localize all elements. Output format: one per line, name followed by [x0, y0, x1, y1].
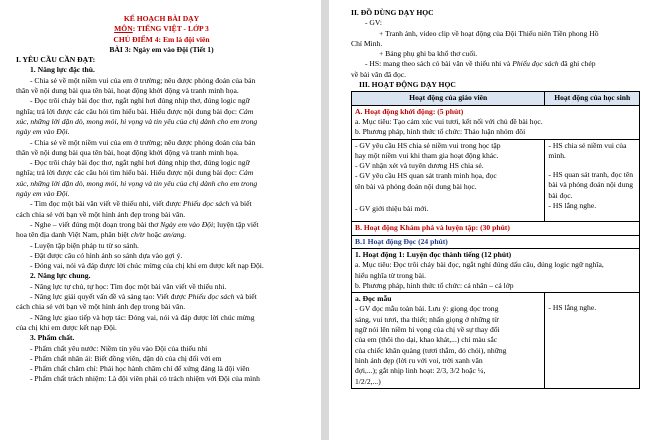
activity-a-heading: A. Hoạt động khởi động: (5 phút): [355, 106, 464, 116]
lesson-line: BÀI 3: Ngày em vào Đội (Tiết 1): [109, 44, 214, 54]
para-line: - Phẩm chất chăm chỉ: Phải học hành chăm chỉ để xứng đáng là đội viên: [30, 364, 250, 374]
para-line: cách chia sẻ với bạn về một hình ảnh đẹp trong bài văn.: [16, 209, 186, 219]
subject-line: MÔN: TIẾNG VIỆT - LỚP 3: [114, 24, 209, 34]
para-line: - Đọc trôi chảy bài đọc thơ, ngắt nghỉ hơi đúng nhịp thơ, đúng logic ngữ: [30, 158, 250, 168]
para-line: xúc, những lời dặn dò, mong mỏi, hi vọng và tin yêu của chị dành cho em trong: [16, 178, 258, 188]
section-1-heading: I. YÊU CẦU CẦN ĐẠT:: [16, 55, 96, 65]
header-teacher: Hoạt động của giáo viên: [352, 92, 545, 105]
para-line: cách chia sẻ với bạn về một hình ảnh đẹp trong bài văn.: [16, 302, 186, 312]
para-line: - Đọc trôi chảy bài đọc thơ, ngắt nghỉ hơi đúng nhịp thơ, đúng logic ngữ: [30, 96, 250, 106]
left-page: [0, 0, 321, 440]
para-line: - Chia sẻ về một niềm vui của em ở trường; nêu được phỏng đoán của bản: [30, 137, 256, 147]
subsection-2: 2. Năng lực chung.: [30, 271, 91, 281]
student-cell: - HS lắng nghe.: [545, 293, 640, 389]
para-line: hoa tên địa danh Việt Nam, phân biệt ch/tr hoặc an/ang.: [16, 230, 187, 240]
para-line: a. Mục tiêu: Tạo cảm xúc vui tươi, kết nối với chủ đề bài học.: [355, 116, 543, 126]
activity-b1-heading: B.1 Hoạt động Đọc (24 phút): [355, 236, 448, 246]
activity-b-heading: B. Hoạt động Khám phá và luyện tập: (30 phút): [355, 223, 510, 233]
para-line: - Phẩm chất trách nhiệm: Là đội viên phải có trách nhiệm với Đội của mình: [30, 374, 260, 384]
para-line: - Đóng vai, nói và đáp được lời chúc mừng của chị khi em được kết nạp Đội.: [30, 261, 264, 271]
activity-table: [351, 91, 640, 388]
subsection-3: 3. Phẩm chất.: [30, 333, 75, 343]
table-header-row: [352, 92, 640, 105]
para-line: - Chia sẻ về một niềm vui của em ở trường; nêu được phỏng đoán của bản: [30, 75, 256, 85]
para-line: - Đặt được câu có hình ảnh so sánh dựa vào gợi ý.: [30, 250, 183, 260]
para-line: Chí Minh.: [351, 38, 383, 48]
read-sample-heading: a. Đọc mẫu: [355, 294, 392, 304]
para-line: - Phẩm chất nhân ái: Biết đồng viên, dặn dò của chị đối với em: [30, 353, 222, 363]
para-line: + Bảng phụ ghi ba khổ thơ cuối.: [379, 49, 478, 59]
para-line: - HS: mang theo sách có bài văn về thiếu nhi và Phiếu đọc sách đã ghi chép: [365, 59, 596, 69]
para-line: - Năng lực giải quyết vấn đề và sáng tạo: Viết được Phiếu đọc sách và biết: [30, 292, 257, 302]
para-line: - Năng lực tự chủ, tự học: Tìm đọc một bài văn viết về thiếu nhi.: [30, 281, 227, 291]
para-line: nghĩa; trả lời được các câu hỏi tìm hiểu bài. Hiểu được nội dung bài đọc: Cảm: [16, 106, 254, 116]
doc-title: KẾ HOẠCH BÀI DẠY: [123, 14, 200, 23]
activity-1-heading: 1. Hoạt động 1: Luyện đọc thành tiếng (12 phút): [355, 249, 512, 259]
table-row: [352, 139, 640, 222]
para-line: - Tìm đọc một bài văn viết về thiếu nhi, viết được Phiếu đọc sách và biết: [30, 199, 252, 209]
para-line: về bài văn đã đọc.: [351, 69, 407, 79]
teacher-cell: a. Đọc mẫu - GV đọc mẫu toàn bài. Lưu ý: giọng đọc trong sáng, vui tươi, tha thiết; nhấn giọng ở những từ ngữ nói lên niềm hi vọng của chị về sự thay đổi của em (thôi tho dại, khao khát,...) chỉ màu sắc của chiếc khăn quàng (tươi thắm, đỏ chói), những hình ảnh đẹp (lời ru với voi, trời xanh văn đợi,...); gắt nhịp linh hoạt: 2/3, 3/2 hoặc ¼, 1/2/2,...): [352, 293, 545, 389]
right-page: [329, 0, 650, 440]
para-line: - Năng lực giao tiếp và hợp tác: Đóng vai, nói và đáp được lời chúc mừng: [30, 312, 255, 322]
para-line: - Nghe – viết đúng một đoạn trong bài thơ Ngày em vào Đội; luyện tập viết: [30, 219, 259, 229]
para-line: ngày em vào Đội.: [16, 127, 70, 137]
para-line: thân về nội dung bài qua tên bài, hoạt động khởi động và tranh minh họa.: [16, 147, 239, 157]
teacher-cell: - GV yêu cầu HS chia sẻ niềm vui trong học tập hay một niềm vui khi tham gia hoạt động khác. - GV nhận xét và tuyên dương HS chia sẻ. - GV yêu cầu HS quan sát tranh minh họa, đọc tên bài và phỏng đoán nội dung bài học. - GV giới thiệu bài mới.: [352, 139, 545, 222]
para-line: xúc, những lời dặn dò, mong mỏi, hi vọng và tin yêu của chị dành cho em trong: [16, 116, 258, 126]
para-line: của chị khi em được kết nạp Đội.: [16, 322, 117, 332]
table-row: 1. Hoạt động 1: Luyện đọc thành tiếng (12 phút) a. Mục tiêu: Đọc trôi chảy bài đọc, ngắt nghỉ đúng dấu câu, đúng logic ngữ nghĩa, hiểu nghĩa từ trong bài. b. Phương pháp, hình thức tổ chức: cá nhân – cả lớp: [352, 248, 640, 292]
theme-line: CHỦ ĐIỂM 4: Em là đội viên: [113, 34, 210, 44]
para-line: - Luyện tập biện pháp tu từ so sánh.: [30, 240, 139, 250]
section-2-heading: II. ĐỒ DÙNG DẠY HỌC: [351, 8, 434, 17]
table-row: [352, 222, 640, 235]
header-student: Hoạt động của học sinh: [545, 92, 640, 105]
para-line: - GV:: [365, 18, 382, 28]
student-cell: - HS chia sẻ niềm vui của mình. - HS quan sát tranh, đọc tên bài và phỏng đoán nội dung bài đọc. - HS lắng nghe.: [545, 139, 640, 222]
subsection-1: 1. Năng lực đặc thù.: [30, 65, 95, 75]
table-row: [352, 105, 640, 139]
para-line: - Phẩm chất yêu nước: Niềm tin yêu vào Đội của thiếu nhi: [30, 343, 208, 353]
para-line: ngày em vào Đội.: [16, 189, 70, 199]
para-line: + Tranh ảnh, video clip về hoạt động của Đội Thiếu niên Tiền phong Hồ: [379, 28, 599, 38]
para-line: thân về nội dung bài qua tên bài, hoạt động khởi động và tranh minh họa.: [16, 86, 239, 96]
table-row: [352, 235, 640, 248]
para-line: nghĩa; trả lời được các câu hỏi tìm hiểu bài. Hiểu được nội dung bài đọc: Cảm: [16, 168, 254, 178]
section-3-heading: III. HOẠT ĐỘNG DẠY HỌC: [359, 80, 456, 90]
para-line: b. Phương pháp, hình thức tổ chức: Thảo luận nhóm đôi: [355, 127, 526, 137]
table-row: [352, 293, 640, 389]
